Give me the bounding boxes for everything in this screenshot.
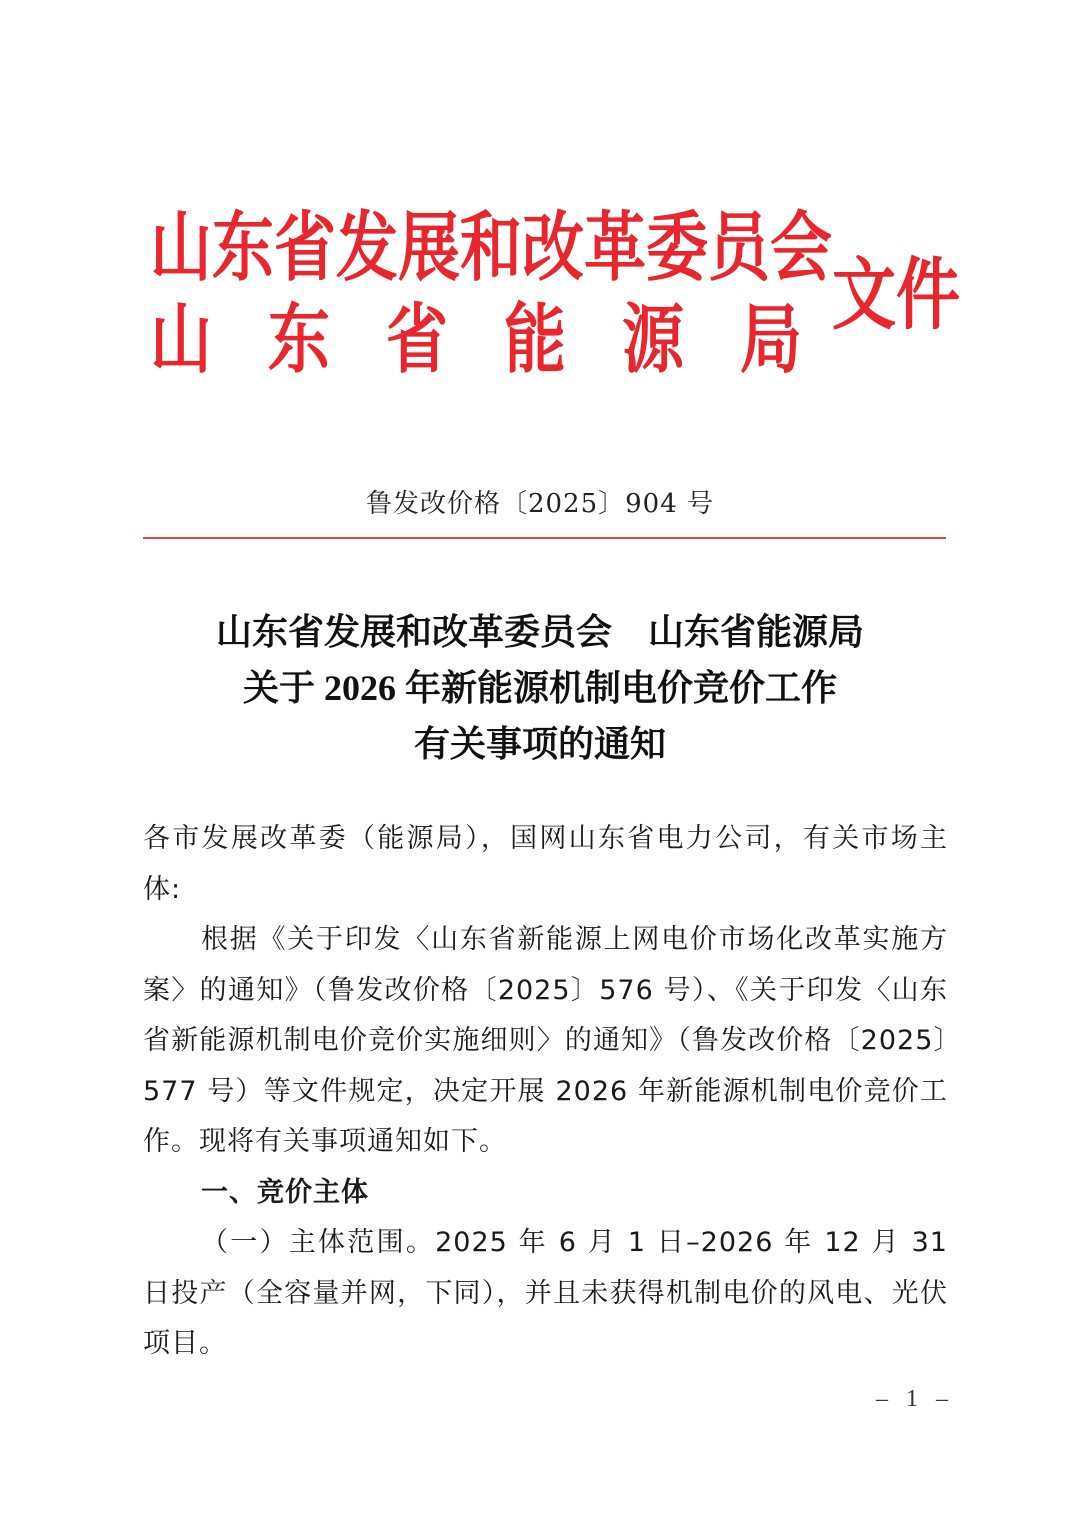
issuer-char: 山	[150, 294, 213, 384]
document-suffix: 文件	[832, 250, 960, 342]
addressee: 各市发展改革委（能源局），国网山东省电力公司，有关市场主体:	[143, 823, 948, 905]
issuer-char: 省	[385, 294, 448, 384]
issuer-ndrc: 山东省发展和改革委员会	[150, 202, 833, 292]
title-line: 关于 2026 年新能源机制电价竞价工作	[242, 668, 837, 708]
document-body	[143, 814, 948, 1370]
issuer-char: 东	[267, 294, 330, 384]
section-heading: 一、竞价主体	[201, 1176, 369, 1208]
issuer-char: 局	[739, 294, 802, 384]
document-title	[0, 604, 1080, 772]
body-paragraph: 根据《关于印发〈山东省新能源上网电价市场化改革实施方案〉的通知》（鲁发改价格〔2025〕576 号）、《关于印发〈山东省新能源机制电价竞价实施细则〉的通知》（鲁发改价格〔2025〕577 号）等文件规定，决定开展 2026 年新能源机制电价竞价工作。现将有关事项通知如下。	[143, 924, 948, 1157]
body-paragraph: （一）主体范围。2025 年 6 月 1 日–2026 年 12 月 31 日投产（全容量并网，下同），并且未获得机制电价的风电、光伏项目。	[143, 1227, 948, 1359]
issuer-energy-bureau	[150, 296, 802, 384]
issuer-char: 源	[621, 294, 684, 384]
page-number: – 1 –	[876, 1386, 954, 1412]
red-letterhead	[150, 200, 960, 390]
document-number: 鲁发改价格〔2025〕904 号	[365, 489, 715, 519]
title-line: 有关事项的通知	[413, 724, 666, 764]
red-divider	[143, 537, 946, 539]
title-line: 山东省发展和改革委员会 山东省能源局	[215, 612, 864, 652]
issuer-char: 能	[503, 294, 566, 384]
